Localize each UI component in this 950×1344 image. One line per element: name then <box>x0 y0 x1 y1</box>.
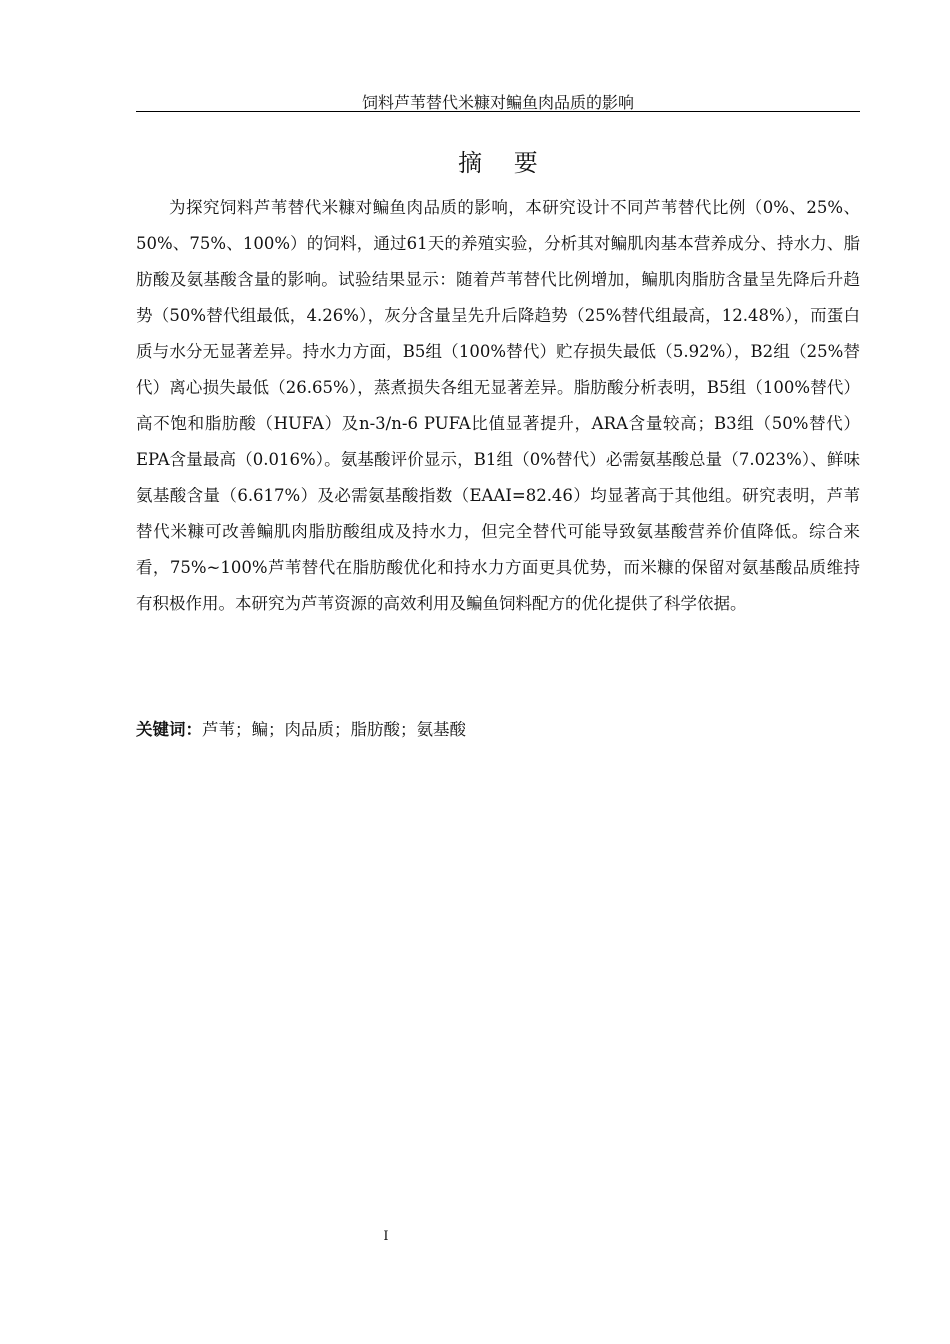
abstract-body: 为探究饲料芦苇替代米糠对鳊鱼肉品质的影响，本研究设计不同芦苇替代比例（0%、25%、50%、75%、100%）的饲料，通过61天的养殖实验，分析其对鳊肌肉基本营养成分、持水力、脂肪酸及氨基酸含量的影响。试验结果显示：随着芦苇替代比例增加，鳊肌肉脂肪含量呈先降后升趋势（50%替代组最低，4.26%），灰分含量呈先升后降趋势（25%替代组最高，12.48%），而蛋白质与水分无显著差异。持水力方面，B5组（100%替代）贮存损失最低（5.92%），B2组（25%替代）离心损失最低（26.65%），蒸煮损失各组无显著差异。脂肪酸分析表明，B5组（100%替代）高不饱和脂肪酸（HUFA）及n-3/n-6 PUFA比值显著提升，ARA含量较高；B3组（50%替代）EPA含量最高（0.016%）。氨基酸评价显示，B1组（0%替代）必需氨基酸总量（7.023%）、鲜味氨基酸含量（6.617%）及必需氨基酸指数（EAAI=82.46）均显著高于其他组。研究表明，芦苇替代米糠可改善鳊肌肉脂肪酸组成及持水力，但完全替代可能导致氨基酸营养价值降低。综合来看，75%~100%芦苇替代在脂肪酸优化和持水力方面更具优势，而米糠的保留对氨基酸品质维持有积极作用。本研究为芦苇资源的高效利用及鳊鱼饲料配方的优化提供了科学依据。 <box>136 198 860 613</box>
keywords-label: 关键词： <box>136 720 202 739</box>
abstract-heading: 摘 要 <box>458 149 550 177</box>
running-header-title: 饲料芦苇替代米糠对鳊鱼肉品质的影响 <box>361 93 634 112</box>
page-number: I <box>383 1229 389 1244</box>
header-divider <box>136 111 860 112</box>
keywords-value: 芦苇；鳊；肉品质；脂肪酸；氨基酸 <box>202 720 466 739</box>
keywords-line <box>136 712 860 748</box>
